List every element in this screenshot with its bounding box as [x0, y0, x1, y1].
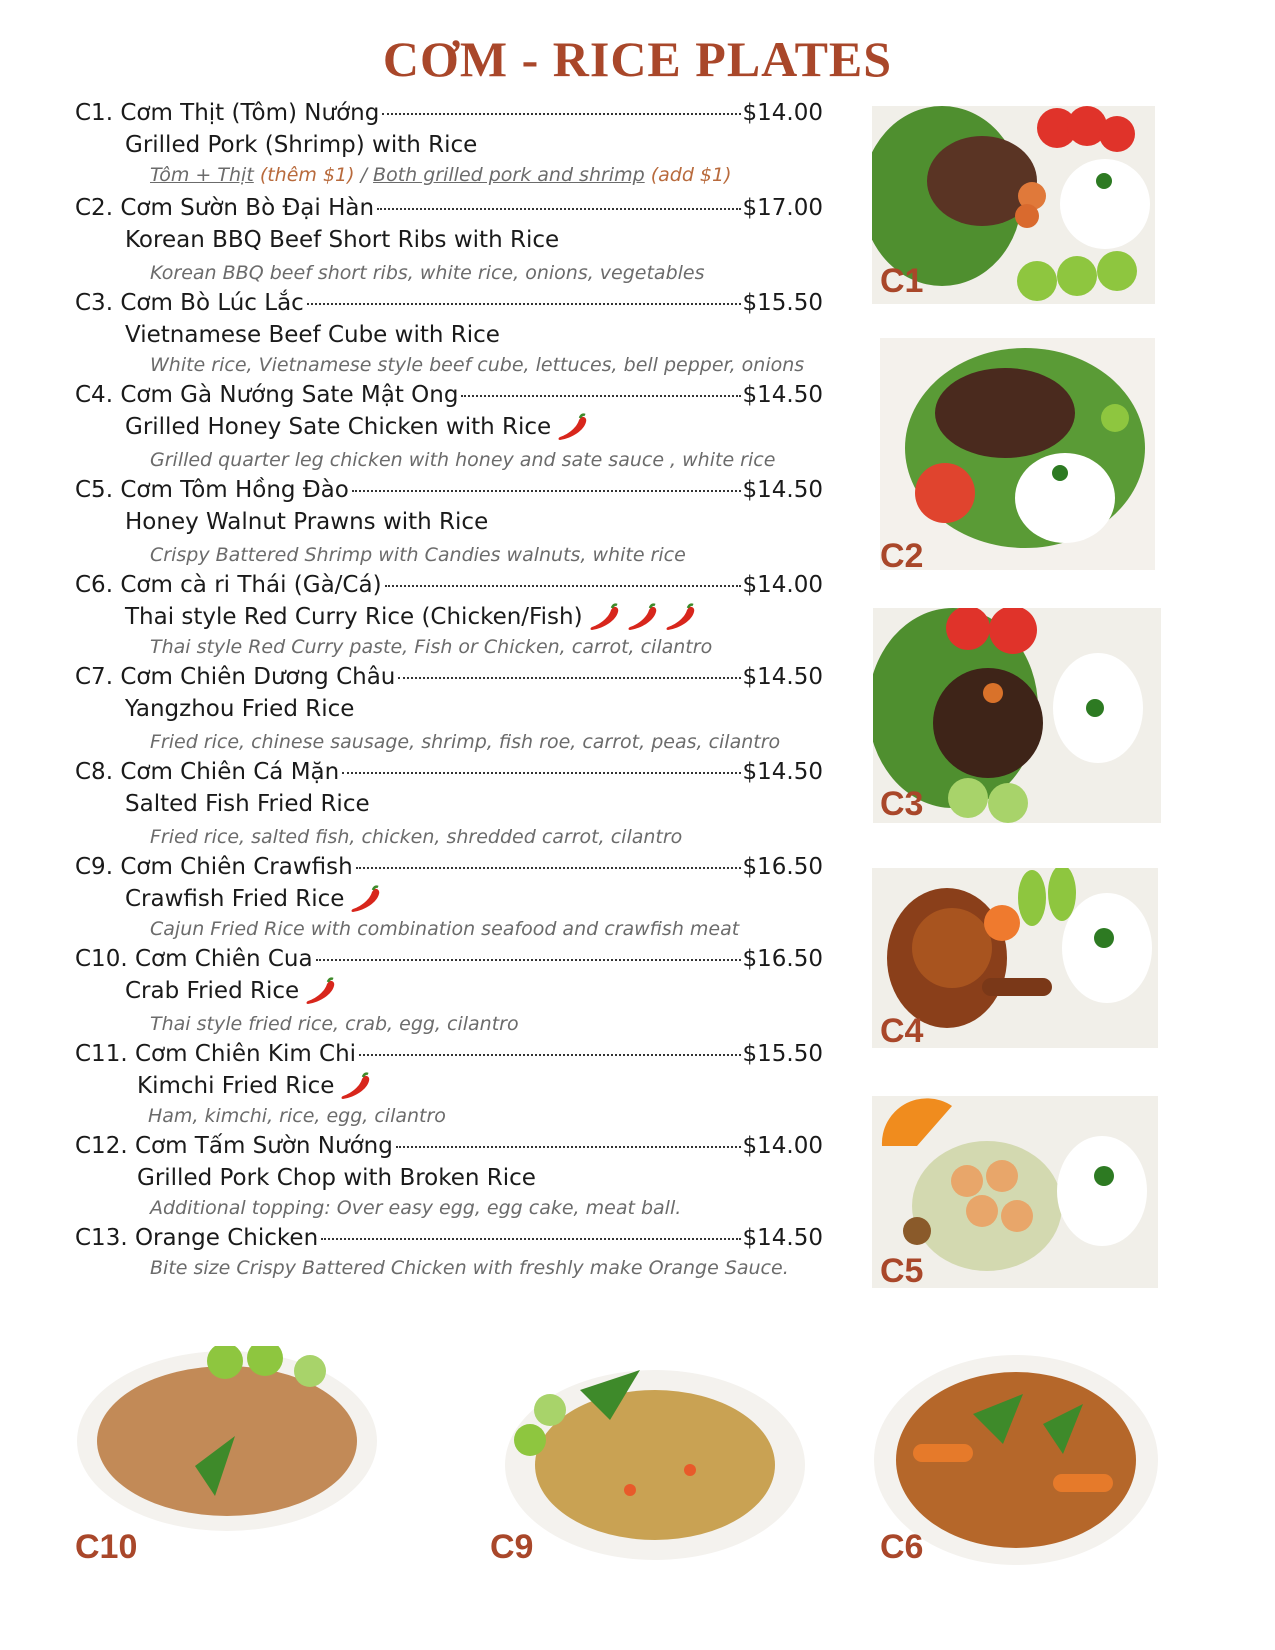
menu-item-c13	[75, 1222, 823, 1282]
desc-part: (thêm $1)	[253, 164, 355, 186]
item-english-name: Korean BBQ Beef Short Ribs with Rice	[125, 227, 560, 253]
item-description: Korean BBQ beef short ribs, white rice, onions, vegetables	[150, 262, 705, 284]
desc-part: (add $1)	[644, 164, 732, 186]
photo-label-c5: C5	[880, 1252, 924, 1290]
item-price: $15.50	[742, 1041, 823, 1067]
item-description: Bite size Crispy Battered Chicken with freshly make Orange Sauce.	[150, 1257, 789, 1279]
photo-label-c10: C10	[75, 1528, 138, 1566]
leader-dots	[377, 208, 740, 210]
item-english-text: Grilled Honey Sate Chicken with Rice	[125, 414, 552, 440]
item-name: C5. Cơm Tôm Hồng Đào	[75, 477, 349, 503]
item-price: $14.00	[742, 572, 823, 598]
photo-label-c6: C6	[880, 1528, 924, 1566]
item-price: $14.00	[742, 100, 823, 126]
item-english-name: Yangzhou Fried Rice	[125, 696, 355, 722]
desc-part: /	[354, 164, 374, 186]
item-description: Grilled quarter leg chicken with honey and sate sauce , white rice	[150, 449, 776, 471]
menu-item-c7	[75, 661, 823, 756]
desc-part: Both grilled pork and shrimp	[373, 164, 645, 186]
item-english-name: Grilled Pork (Shrimp) with Rice	[125, 132, 478, 158]
item-description: Ham, kimchi, rice, egg, cilantro	[148, 1105, 446, 1127]
item-price: $16.50	[742, 854, 823, 880]
item-price: $14.50	[742, 664, 823, 690]
menu-item-c12	[75, 1130, 823, 1222]
item-english-text: Thai style Red Curry Rice (Chicken/Fish)	[125, 604, 583, 630]
item-name: C10. Cơm Chiên Cua	[75, 946, 313, 972]
leader-dots	[359, 1054, 740, 1056]
item-english-text: Kimchi Fried Rice	[137, 1073, 335, 1099]
leader-dots	[316, 959, 741, 961]
item-english-name	[75, 411, 823, 443]
chili-pepper-icon	[303, 977, 337, 1007]
item-price: $14.00	[742, 1133, 823, 1159]
leader-dots	[396, 1146, 741, 1148]
chili-pepper-icon	[663, 603, 697, 633]
chili-pepper-icon	[587, 603, 621, 633]
dish-photo-c2	[880, 338, 1155, 570]
item-english-name	[75, 601, 823, 633]
photo-label-c3: C3	[880, 785, 924, 823]
item-price: $17.00	[742, 195, 823, 221]
item-name: C2. Cơm Sườn Bò Đại Hàn	[75, 195, 375, 221]
menu-item-c11	[75, 1038, 823, 1130]
leader-dots	[356, 867, 741, 869]
menu-list	[75, 97, 823, 1282]
menu-item-c9	[75, 851, 823, 943]
item-english-name: Honey Walnut Prawns with Rice	[125, 509, 489, 535]
item-name: C12. Cơm Tấm Sườn Nướng	[75, 1133, 393, 1159]
item-price: $15.50	[742, 290, 823, 316]
item-name: C1. Cơm Thịt (Tôm) Nướng	[75, 100, 380, 126]
item-description: Cajun Fried Rice with combination seafood and crawfish meat	[150, 918, 740, 940]
chili-pepper-icon	[555, 413, 589, 443]
menu-item-c3	[75, 287, 823, 379]
menu-item-c10	[75, 943, 823, 1038]
dish-photo-c9	[490, 1350, 810, 1565]
chili-pepper-icon	[338, 1072, 372, 1102]
item-name: C3. Cơm Bò Lúc Lắc	[75, 290, 304, 316]
item-price: $14.50	[742, 759, 823, 785]
menu-item-c8	[75, 756, 823, 851]
leader-dots	[461, 395, 740, 397]
leader-dots	[382, 113, 740, 115]
item-english-name	[75, 975, 823, 1007]
item-english-name	[75, 1070, 823, 1102]
item-description: Fried rice, chinese sausage, shrimp, fish roe, carrot, peas, cilantro	[150, 731, 781, 753]
menu-item-c6	[75, 569, 823, 661]
photo-label-c2: C2	[880, 537, 924, 575]
item-description	[75, 161, 823, 189]
chili-pepper-icon	[348, 885, 382, 915]
item-name: C9. Cơm Chiên Crawfish	[75, 854, 353, 880]
menu-item-c4	[75, 379, 823, 474]
item-description: Additional topping: Over easy egg, egg cake, meat ball.	[150, 1197, 682, 1219]
item-english-text: Crawfish Fried Rice	[125, 886, 345, 912]
item-description: White rice, Vietnamese style beef cube, lettuces, bell pepper, onions	[150, 354, 805, 376]
chili-pepper-icon	[625, 603, 659, 633]
photo-label-c4: C4	[880, 1012, 924, 1050]
menu-item-c5	[75, 474, 823, 569]
leader-dots	[352, 490, 741, 492]
item-english-name: Salted Fish Fried Rice	[125, 791, 370, 817]
item-price: $14.50	[742, 477, 823, 503]
item-name: C11. Cơm Chiên Kim Chi	[75, 1041, 357, 1067]
item-description: Thai style fried rice, crab, egg, cilantro	[150, 1013, 519, 1035]
desc-part: Tôm + Thịt	[150, 164, 254, 186]
leader-dots	[321, 1238, 740, 1240]
item-description: Fried rice, salted fish, chicken, shredded carrot, cilantro	[150, 826, 683, 848]
leader-dots	[398, 677, 740, 679]
item-price: $14.50	[742, 1225, 823, 1251]
leader-dots	[342, 772, 740, 774]
item-name: C13. Orange Chicken	[75, 1225, 319, 1251]
leader-dots	[307, 303, 741, 305]
menu-item-c1	[75, 97, 823, 189]
item-english-name: Vietnamese Beef Cube with Rice	[125, 322, 500, 348]
item-name: C7. Cơm Chiên Dương Châu	[75, 664, 396, 690]
item-name: C4. Cơm Gà Nướng Sate Mật Ong	[75, 382, 459, 408]
menu-item-c2	[75, 192, 823, 287]
item-description: Thai style Red Curry paste, Fish or Chicken, carrot, cilantro	[150, 636, 713, 658]
photo-label-c1: C1	[880, 262, 924, 300]
item-description: Crispy Battered Shrimp with Candies walnuts, white rice	[150, 544, 686, 566]
item-english-name: Grilled Pork Chop with Broken Rice	[137, 1165, 536, 1191]
item-english-name	[75, 883, 823, 915]
page-title: CƠM - RICE PLATES	[382, 31, 893, 87]
leader-dots	[385, 585, 741, 587]
photo-label-c9: C9	[490, 1528, 534, 1566]
item-price: $16.50	[742, 946, 823, 972]
item-price: $14.50	[742, 382, 823, 408]
item-name: C6. Cơm cà ri Thái (Gà/Cá)	[75, 572, 382, 598]
item-name: C8. Cơm Chiên Cá Mặn	[75, 759, 340, 785]
item-english-text: Crab Fried Rice	[125, 978, 300, 1004]
